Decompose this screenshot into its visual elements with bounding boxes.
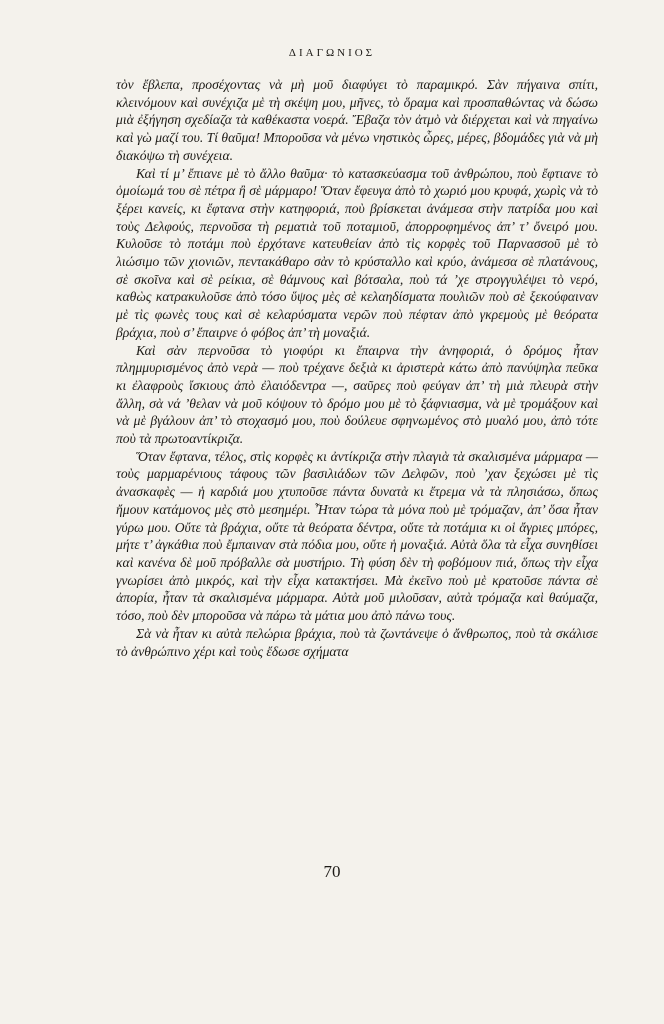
paragraph: Ὅταν ἔφτανα, τέλος, στὶς κορφὲς κι ἀντίκριζα στὴν πλαγιὰ τὰ σκαλισμένα μάρμαρα — τοὺς μαρμαρένιους τάφους τῶν βασιλιάδων τῶν Δελφῶν, ποὺ ’χαν ξεχώσει μὲ τὶς ἀνασκαφὲς — ἡ καρδιά μου χτυποῦσε πάντα δυνατὰ κι ἔτρεμα νὰ τὰ πλησιάσω, ὅπως ἤμουν κατάμονος μὲς στὸ μεσημέρι. Ἦταν τώρα τὰ μόνα ποὺ μὲ τρόμαζαν, ἀπ’ ὅσα ἦταν γύρω μου. Οὔτε τὰ βράχια, οὔτε τὰ θεόρατα δέντρα, οὔτε τὰ ποτάμια κι οἱ ἄγριες μπόρες, μήτε τ’ ἀγκάθια ποὺ ἔμπαιναν στὰ πόδια μου, οὔτε ἡ μοναξιά. Αὐτὰ ὅλα τὰ εἶχα συνηθίσει καὶ κανένα δὲ μοῦ πρόβαλλε σὰ μυστήριο. Τὴ φύση δὲν τὴ φοβόμουν πιά, ὅπως τὴν εἶχα γνωρίσει ἀπὸ μικρός, καὶ τὴν εἶχα κατακτήσει. Μὰ ἐκεῖνο ποὺ μὲ κρατοῦσε πάντα σὲ ἀπορία, ἦταν τὰ σκαλισμένα μάρμαρα. Αὐτὰ μοῦ μιλοῦσαν, αὐτὰ τρόμαζα καὶ θαύμαζα, τόσο, ποὺ δὲν μποροῦσα νὰ πάρω τὰ μάτια μου ἀπὸ πάνω τους. (116, 448, 598, 624)
paragraph: Καὶ σὰν περνοῦσα τὸ γιοφύρι κι ἔπαιρνα τὴν ἀνηφοριά, ὁ δρόμος ἦταν πλημμυρισμένος ἀπὸ νερὰ — ποὺ τρέχανε δεξιὰ κι ἀριστερὰ κάτω ἀπὸ πανύψηλα πεῦκα κι ἐλαφροὺς ἴσκιους ἀπὸ ἐλαιόδεντρα —, σαῦρες ποὺ φεύγαν ἀπ’ τὴ μιὰ πλευρὰ στὴν ἄλλη, σὰ νά ’θελαν νὰ μοῦ κόψουν τὸ δρόμο μου μὲ τὸ ξάφνιασμα, νὰ μὲ τρομάξουν καὶ νὰ μὲ βγάλουν ἀπ’ τὸ στοχασμό μου, ποὺ δούλευε σφηνωμένος στὸ μυαλό μου, ἀπὸ τότε ποὺ τὰ πρωτοαντίκριζα. (116, 342, 598, 447)
running-head: ΔΙΑΓΩΝΙΟΣ (288, 47, 376, 59)
paragraph: Καὶ τί μ’ ἔπιανε μὲ τὸ ἄλλο θαῦμα· τὸ κατασκεύασμα τοῦ ἀνθρώπου, ποὺ ἔφτιανε τὸ ὁμοίωμά του σὲ πέτρα ἢ σὲ μάρμαρο! Ὅταν ἔφευγα ἀπὸ τὸ χωριό μου κρυφά, χωρὶς νὰ τὸ ξέρει κανείς, κι ἔφτανα στὴν κατηφοριά, ποὺ βρίσκεται ἀνάμεσα στὴν πατρίδα μου καὶ τοὺς Δελφούς, περνοῦσα τὴ ρεματιὰ τοῦ ποταμιοῦ, ἀπορροφημένος ἀπ’ τ’ ὄνειρό μου. Κυλοῦσε τὸ ποτάμι ποὺ ἐρχότανε κατευθείαν ἀπὸ τὶς κορφὲς τοῦ Παρνασσοῦ μὲ τὸ λιώσιμο τῶν χιονιῶν, πεντακάθαρο σὰν τὸ κρύσταλλο καὶ κρύο, ἀνάμεσα σὲ πλατάνους, σὲ σκοῖνα καὶ σὲ ρείκια, σὲ θάμνους καὶ βότσαλα, ποὺ τά ’χε στρογγυλέψει τὸ νερό, καθὼς κατρακυλοῦσε ἀπὸ τόσο ὕψος μὲς σὲ κελαηδίσματα πουλιῶν ποὺ σὲ ξεκούφαιναν μὲ τὶς φωνὲς τους καὶ σὲ κελαρύσματα νερῶν ποὺ πέφταν ἀπὸ γκρεμοὺς μὲ θεόρατα βράχια, ποὺ σ’ ἔπαιρνε ὁ φόβος ἀπ’ τὴ μοναξιά. (116, 165, 598, 340)
page-number: 70 (323, 862, 341, 881)
paragraph: Σὰ νὰ ἦταν κι αὐτὰ πελώρια βράχια, ποὺ τὰ ζωντάνεψε ὁ ἄνθρωπος, ποὺ τὰ σκάλισε τὸ ἀνθρώπινο χέρι καὶ τοὺς ἔδωσε σχήματα (116, 625, 598, 659)
paragraph: τὸν ἔβλεπα, προσέχοντας νὰ μὴ μοῦ διαφύγει τὸ παραμικρό. Σὰν πήγαινα σπίτι, κλεινόμουν καὶ συνέχιζα μὲ τὴ σκέψη μου, μῆνες, τὸ ὅραμα καὶ προσπαθώντας νὰ δώσω μιὰ ἐξήγηση σχεδίαζα τὰ καθέκαστα νοερά. Ἔβαζα τὸν ἀτμὸ νὰ διέρχεται καὶ νὰ πηγαίνω καὶ γὼ μαζί του. Τί θαῦμα! Μποροῦσα νὰ μένω νηστικὸς ὧρες, μέρες, βδομάδες γιὰ νὰ μὴ διακόψω τὴ συνέχεια. (116, 77, 598, 163)
body-text (116, 76, 598, 660)
